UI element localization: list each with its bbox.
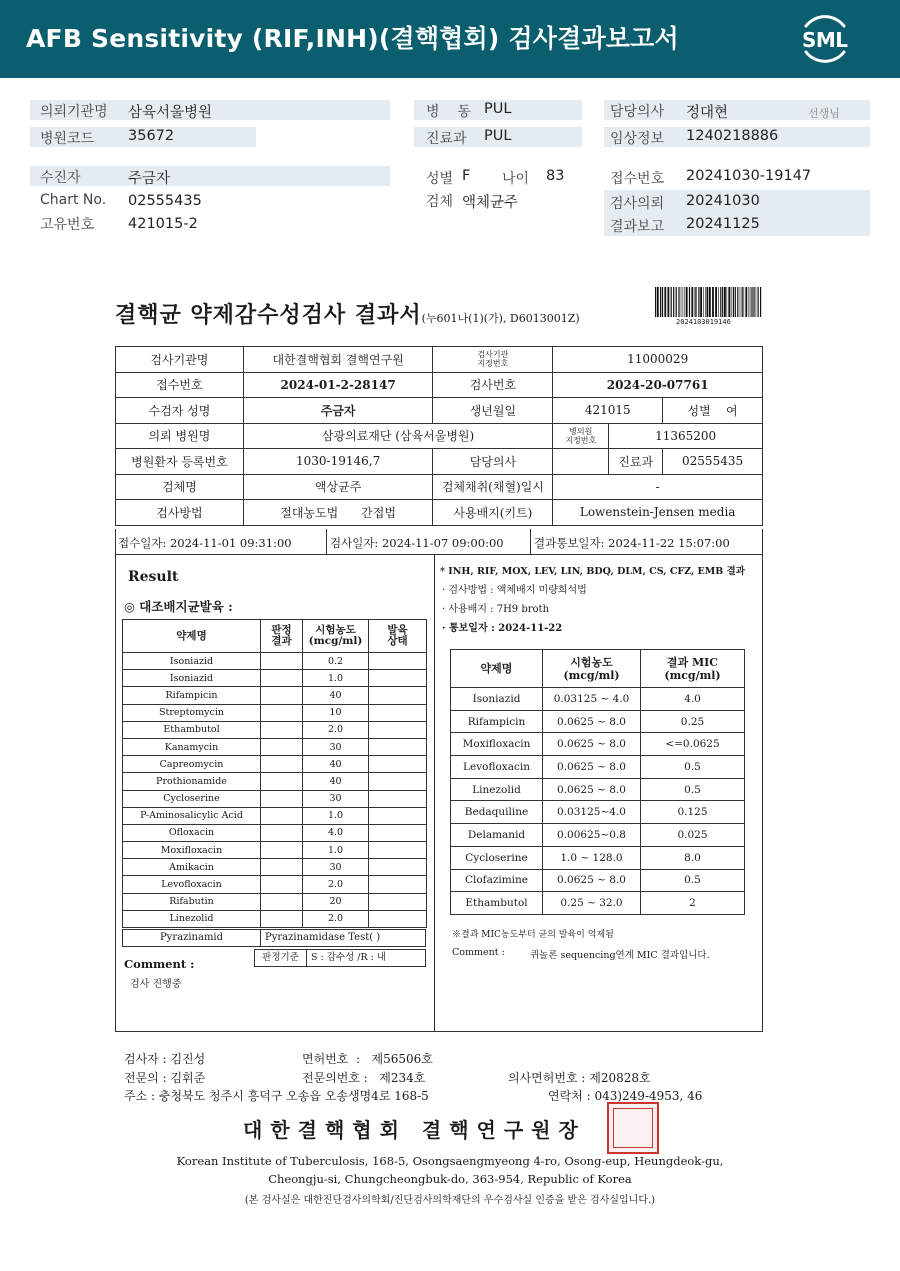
barcode-bar bbox=[655, 287, 656, 317]
mic-mic: <=0.0625 bbox=[641, 733, 745, 756]
mic-mic: 0.5 bbox=[641, 869, 745, 892]
drug-name: Levofloxacin bbox=[123, 876, 261, 893]
request-label: 검사의뢰 bbox=[610, 196, 665, 212]
specialist: 전문의 : 김휘준 bbox=[124, 1071, 206, 1085]
drug-conc: 30 bbox=[303, 859, 369, 876]
barcode-bar bbox=[758, 287, 759, 317]
barcode-bar bbox=[722, 287, 723, 317]
mic-range: 0.00625~0.8 bbox=[543, 824, 641, 847]
certification-note: (본 검사실은 대한진단검사의학회/진단검사의학재단의 우수검사실 인증을 받은 검사실입니다.) bbox=[244, 1195, 656, 1206]
drug-growth bbox=[369, 807, 427, 824]
age-value: 83 bbox=[546, 168, 565, 184]
barcode-bar bbox=[760, 287, 761, 317]
mic-col-header: 시험농도 (mcg/ml) bbox=[543, 650, 641, 688]
drug-row bbox=[123, 859, 427, 876]
barcode-bar bbox=[679, 287, 680, 317]
drug-row bbox=[123, 910, 427, 927]
drug-growth bbox=[369, 687, 427, 704]
mic-mic: 0.125 bbox=[641, 801, 745, 824]
meta-value bbox=[553, 449, 609, 475]
report-doc-title-text: 결핵균 약제감수성검사 결과서 bbox=[115, 302, 422, 328]
mic-name: Clofazimine bbox=[451, 869, 543, 892]
meta-value: - bbox=[553, 474, 763, 500]
drug-result bbox=[261, 653, 303, 670]
mic-range: 0.03125 ~ 4.0 bbox=[543, 688, 641, 711]
meta-label: 사용배지(키트) bbox=[433, 500, 553, 526]
notified-date: 결과통보일자: 2024-11-22 15:07:00 bbox=[534, 536, 730, 550]
drug-result bbox=[261, 876, 303, 893]
meta-table bbox=[115, 346, 763, 526]
barcode-bar bbox=[683, 287, 684, 317]
drug-name: Amikacin bbox=[123, 859, 261, 876]
drug-row bbox=[123, 824, 427, 841]
sml-logo bbox=[796, 12, 854, 66]
barcode-bar bbox=[737, 287, 738, 317]
meta-value: 액상균주 bbox=[243, 474, 433, 500]
mic-row bbox=[451, 778, 745, 801]
meta-value: 11365200 bbox=[609, 423, 763, 449]
mic-footnote: ※결과 MIC농도부터 균의 발육이 억제됨 bbox=[452, 930, 614, 940]
mic-range: 0.0625 ~ 8.0 bbox=[543, 710, 641, 733]
pyrazinamid-label: Pyrazinamid bbox=[123, 930, 261, 946]
drug-row bbox=[123, 670, 427, 687]
comment-label: Comment : bbox=[124, 957, 195, 971]
meta-label: 검체채취(채혈)일시 bbox=[433, 474, 553, 500]
drug-result bbox=[261, 859, 303, 876]
mic-medium: · 사용배지 : 7H9 broth bbox=[442, 604, 550, 615]
barcode-bar bbox=[705, 287, 706, 317]
barcode-bar bbox=[695, 287, 696, 317]
drug-row bbox=[123, 653, 427, 670]
mic-title: * INH, RIF, MOX, LEV, LIN, BDQ, DLM, CS, CFZ, EMB 결과 bbox=[440, 566, 745, 577]
barcode-bar bbox=[752, 287, 753, 317]
meta-label: 검사번호 bbox=[433, 372, 553, 398]
mic-range: 0.0625 ~ 8.0 bbox=[543, 869, 641, 892]
mic-name: Isoniazid bbox=[451, 688, 543, 711]
drug-conc: 30 bbox=[303, 790, 369, 807]
mic-row bbox=[451, 756, 745, 779]
drug-conc: 40 bbox=[303, 687, 369, 704]
barcode-bar bbox=[724, 287, 726, 317]
barcode-bar bbox=[756, 287, 757, 317]
barcode-bar bbox=[662, 287, 663, 317]
barcode-bar bbox=[664, 287, 666, 317]
drug-result bbox=[261, 704, 303, 721]
drug-conc: 0.2 bbox=[303, 653, 369, 670]
hospital-value: 삼육서울병원 bbox=[128, 105, 213, 121]
mic-table bbox=[450, 649, 745, 915]
barcode-bar bbox=[660, 287, 661, 317]
mic-row bbox=[451, 733, 745, 756]
barcode-bar bbox=[740, 287, 741, 317]
drug-conc: 40 bbox=[303, 756, 369, 773]
barcode-bar bbox=[691, 287, 693, 317]
sex-label: 성별 bbox=[426, 171, 454, 187]
mic-row bbox=[451, 846, 745, 869]
mic-comment: 퀴놀론 sequencing연계 MIC 결과입니다. bbox=[530, 950, 710, 961]
criteria-label: 판정기준 bbox=[255, 950, 307, 966]
barcode-bar bbox=[657, 287, 659, 317]
barcode-bar bbox=[686, 287, 688, 317]
meta-value: 02555435 bbox=[663, 449, 763, 475]
drug-growth bbox=[369, 756, 427, 773]
code-value: 35672 bbox=[128, 128, 175, 144]
mic-name: Rifampicin bbox=[451, 710, 543, 733]
sex-value: F bbox=[462, 168, 471, 184]
criteria-box bbox=[254, 949, 426, 967]
meta-value: 절대농도법 간접법 bbox=[243, 500, 433, 526]
report-date-value: 20241125 bbox=[686, 216, 760, 232]
drug-conc: 1.0 bbox=[303, 842, 369, 859]
drug-name: Ofloxacin bbox=[123, 824, 261, 841]
barcode-bar bbox=[744, 287, 745, 317]
drug-col-header: 시험농도 (mcg/ml) bbox=[303, 620, 369, 653]
meta-label: 검사기관명 bbox=[116, 347, 244, 373]
specialist-license: 전문의번호 : 제234호 bbox=[302, 1071, 426, 1085]
received-date: 접수일자: 2024-11-01 09:31:00 bbox=[118, 536, 292, 550]
meta-value: 성별 여 bbox=[663, 398, 763, 424]
logo-text: SML bbox=[802, 28, 848, 52]
mic-mic: 2 bbox=[641, 892, 745, 915]
barcode-bar bbox=[715, 287, 717, 317]
drug-col-header: 발육 상태 bbox=[369, 620, 427, 653]
request-value: 20241030 bbox=[686, 193, 760, 209]
barcode-icon bbox=[655, 287, 763, 317]
drug-growth bbox=[369, 824, 427, 841]
drug-growth bbox=[369, 721, 427, 738]
address: 주소 : 충청북도 청주시 흥덕구 오송읍 오송생명4로 168-5 bbox=[124, 1089, 429, 1103]
drug-name: Streptomycin bbox=[123, 704, 261, 721]
drug-result bbox=[261, 910, 303, 927]
drug-conc: 30 bbox=[303, 738, 369, 755]
barcode-bar bbox=[718, 287, 719, 317]
mic-date: · 통보일자 : 2024-11-22 bbox=[442, 623, 563, 634]
barcode-bar bbox=[754, 287, 755, 317]
drug-row bbox=[123, 773, 427, 790]
drug-result bbox=[261, 687, 303, 704]
mic-mic: 4.0 bbox=[641, 688, 745, 711]
report-date-label: 결과보고 bbox=[610, 219, 665, 235]
chart-label: Chart No. bbox=[40, 192, 107, 208]
hospital-label: 의뢰기관명 bbox=[40, 104, 108, 120]
drug-row bbox=[123, 687, 427, 704]
barcode-bar bbox=[727, 287, 728, 317]
meta-value: 421015 bbox=[553, 398, 663, 424]
dept-value: PUL bbox=[484, 128, 512, 144]
mic-row bbox=[451, 869, 745, 892]
eng-address-1: Korean Institute of Tuberculosis, 168-5, Osongsaengmyeong 4-ro, Osong-eup, Heungdeok-gu, bbox=[176, 1154, 724, 1168]
tested-date: 검사일자: 2024-11-07 09:00:00 bbox=[330, 536, 504, 550]
mic-name: Linezolid bbox=[451, 778, 543, 801]
meta-value: 11000029 bbox=[553, 347, 763, 373]
barcode-bar bbox=[668, 287, 670, 317]
barcode-bar bbox=[742, 287, 743, 317]
meta-value: 대한결핵협회 결핵연구원 bbox=[243, 347, 433, 373]
chart-value: 02555435 bbox=[128, 193, 202, 209]
barcode-bar bbox=[673, 287, 674, 317]
result-box bbox=[115, 554, 763, 1032]
clinical-value: 1240218886 bbox=[686, 128, 779, 144]
mic-range: 0.0625 ~ 8.0 bbox=[543, 756, 641, 779]
comment-value: 검사 진행중 bbox=[130, 979, 182, 990]
drug-conc: 1.0 bbox=[303, 670, 369, 687]
mic-mic: 0.025 bbox=[641, 824, 745, 847]
doctor-suffix: 선생님 bbox=[808, 107, 840, 120]
drug-growth bbox=[369, 738, 427, 755]
drug-name: Ethambutol bbox=[123, 721, 261, 738]
drug-row bbox=[123, 756, 427, 773]
specimen-value: 액체균주 bbox=[462, 195, 519, 211]
barcode-bar bbox=[712, 287, 714, 317]
mic-mic: 8.0 bbox=[641, 846, 745, 869]
pyrazinamid-row bbox=[122, 929, 426, 947]
drug-result bbox=[261, 670, 303, 687]
drug-result bbox=[261, 738, 303, 755]
clinical-label: 임상정보 bbox=[610, 131, 665, 147]
tester: 검사자 : 김진성 bbox=[124, 1052, 206, 1066]
patient-label: 수진자 bbox=[40, 170, 81, 186]
doctor-license: 의사면허번호 : 제20828호 bbox=[508, 1071, 651, 1085]
drug-conc: 2.0 bbox=[303, 876, 369, 893]
drug-growth bbox=[369, 670, 427, 687]
drug-growth bbox=[369, 653, 427, 670]
barcode-bar bbox=[745, 287, 747, 317]
drug-name: Rifampicin bbox=[123, 687, 261, 704]
mic-range: 0.03125~4.0 bbox=[543, 801, 641, 824]
barcode-bar bbox=[678, 287, 679, 317]
drug-conc: 10 bbox=[303, 704, 369, 721]
drug-row bbox=[123, 893, 427, 910]
scanned-report bbox=[0, 280, 900, 1271]
meta-value: Lowenstein-Jensen media bbox=[553, 500, 763, 526]
drug-row bbox=[123, 790, 427, 807]
license: 면허번호 : 제56506호 bbox=[302, 1052, 433, 1066]
meta-value: 삼광의료재단 (삼육서울병원) bbox=[243, 423, 553, 449]
drug-growth bbox=[369, 790, 427, 807]
meta-label: 담당의사 bbox=[433, 449, 553, 475]
drug-growth bbox=[369, 893, 427, 910]
drug-name: Kanamycin bbox=[123, 738, 261, 755]
barcode-bar bbox=[728, 287, 730, 317]
barcode-bar bbox=[735, 287, 736, 317]
doctor-label: 담당의사 bbox=[610, 104, 665, 120]
meta-label: 생년월일 bbox=[433, 398, 553, 424]
ward-label: 병 동 bbox=[426, 104, 471, 120]
drug-row bbox=[123, 842, 427, 859]
drug-result bbox=[261, 773, 303, 790]
report-header bbox=[0, 0, 900, 78]
drug-result bbox=[261, 790, 303, 807]
drug-name: Isoniazid bbox=[123, 670, 261, 687]
mic-row bbox=[451, 801, 745, 824]
barcode-bar bbox=[676, 287, 677, 317]
drug-name: Moxifloxacin bbox=[123, 842, 261, 859]
drug-growth bbox=[369, 910, 427, 927]
barcode-bar bbox=[750, 287, 751, 317]
info-band bbox=[30, 166, 390, 186]
ward-value: PUL bbox=[484, 101, 512, 117]
mic-range: 1.0 ~ 128.0 bbox=[543, 846, 641, 869]
meta-label: 검사기관 지정번호 bbox=[433, 347, 553, 373]
mic-range: 0.0625 ~ 8.0 bbox=[543, 778, 641, 801]
eng-address-2: Cheongju-si, Chungcheongbuk-do, 363-954, Republic of Korea bbox=[268, 1172, 632, 1186]
mic-range: 0.25 ~ 32.0 bbox=[543, 892, 641, 915]
drug-row bbox=[123, 738, 427, 755]
mic-mic: 0.25 bbox=[641, 710, 745, 733]
meta-value: 2024-01-2-28147 bbox=[243, 372, 433, 398]
official-seal bbox=[607, 1102, 659, 1154]
unique-label: 고유번호 bbox=[40, 217, 95, 233]
meta-value: 1030-19146,7 bbox=[243, 449, 433, 475]
meta-label: 의뢰 병원명 bbox=[116, 423, 244, 449]
drug-result bbox=[261, 807, 303, 824]
drug-table bbox=[122, 619, 427, 928]
drug-col-header: 약제명 bbox=[123, 620, 261, 653]
report-doc-code: (누601나(1)(가), D6013001Z) bbox=[421, 312, 580, 325]
drug-growth bbox=[369, 773, 427, 790]
drug-conc: 1.0 bbox=[303, 807, 369, 824]
patient-value: 주금자 bbox=[128, 171, 171, 187]
meta-label: 수검자 성명 bbox=[116, 398, 244, 424]
pyrazinamidase-test: Pyrazinamidase Test( ) bbox=[265, 932, 381, 943]
barcode-bar bbox=[700, 287, 702, 317]
mic-name: Delamanid bbox=[451, 824, 543, 847]
mic-row bbox=[451, 710, 745, 733]
unique-value: 421015-2 bbox=[128, 216, 198, 232]
drug-conc: 4.0 bbox=[303, 824, 369, 841]
meta-label: 검사방법 bbox=[116, 500, 244, 526]
drug-name: Isoniazid bbox=[123, 653, 261, 670]
age-label: 나이 bbox=[502, 171, 530, 187]
drug-col-header: 판정 결과 bbox=[261, 620, 303, 653]
code-label: 병원코드 bbox=[40, 131, 95, 147]
mic-col-header: 약제명 bbox=[451, 650, 543, 688]
mic-mic: 0.5 bbox=[641, 778, 745, 801]
meta-label: 병의원 지정번호 bbox=[553, 423, 609, 449]
meta-label: 접수번호 bbox=[116, 372, 244, 398]
mic-col-header: 결과 MIC (mcg/ml) bbox=[641, 650, 745, 688]
drug-growth bbox=[369, 876, 427, 893]
drug-name: Linezolid bbox=[123, 910, 261, 927]
meta-label: 검체명 bbox=[116, 474, 244, 500]
drug-result bbox=[261, 721, 303, 738]
drug-row bbox=[123, 721, 427, 738]
meta-value: 주금자 bbox=[243, 398, 433, 424]
meta-value: 2024-20-07761 bbox=[553, 372, 763, 398]
mic-range: 0.0625 ~ 8.0 bbox=[543, 733, 641, 756]
contact: 연락처 : 043)249-4953, 46 bbox=[548, 1089, 703, 1103]
control-growth-label: ◎ 대조배지균발육 : bbox=[124, 599, 233, 614]
drug-result bbox=[261, 842, 303, 859]
mic-row bbox=[451, 892, 745, 915]
barcode-bar bbox=[720, 287, 721, 317]
barcode-bar bbox=[731, 287, 732, 317]
drug-growth bbox=[369, 842, 427, 859]
receipt-value: 20241030-19147 bbox=[686, 168, 812, 184]
barcode-bar bbox=[751, 287, 752, 317]
drug-conc: 20 bbox=[303, 893, 369, 910]
institution-name: 대한결핵협회 결핵연구원장 bbox=[243, 1118, 586, 1142]
drug-result bbox=[261, 756, 303, 773]
mic-mic: 0.5 bbox=[641, 756, 745, 779]
drug-conc: 40 bbox=[303, 773, 369, 790]
drug-conc: 2.0 bbox=[303, 910, 369, 927]
drug-name: Cycloserine bbox=[123, 790, 261, 807]
dates-row bbox=[115, 529, 763, 555]
drug-conc: 2.0 bbox=[303, 721, 369, 738]
mic-name: Moxifloxacin bbox=[451, 733, 543, 756]
meta-label: 진료과 bbox=[609, 449, 663, 475]
drug-name: Capreomycin bbox=[123, 756, 261, 773]
meta-label: 병원환자 등록번호 bbox=[116, 449, 244, 475]
barcode-bar bbox=[689, 287, 690, 317]
drug-name: Rifabutin bbox=[123, 893, 261, 910]
doctor-value: 정대현 bbox=[686, 105, 729, 121]
drug-row bbox=[123, 876, 427, 893]
barcode-bar bbox=[685, 287, 686, 317]
barcode-bar bbox=[696, 287, 697, 317]
mic-name: Cycloserine bbox=[451, 846, 543, 869]
barcode-bar bbox=[703, 287, 704, 317]
drug-name: Prothionamide bbox=[123, 773, 261, 790]
mic-row bbox=[451, 824, 745, 847]
mic-name: Bedaquiline bbox=[451, 801, 543, 824]
result-heading: Result bbox=[128, 569, 179, 585]
criteria-value: S : 감수성 /R : 내 bbox=[311, 952, 387, 963]
drug-result bbox=[261, 824, 303, 841]
drug-row bbox=[123, 807, 427, 824]
mic-name: Ethambutol bbox=[451, 892, 543, 915]
specimen-label: 검체 bbox=[426, 194, 454, 210]
mic-row bbox=[451, 688, 745, 711]
dept-label: 진료과 bbox=[426, 131, 467, 147]
barcode-bar bbox=[749, 287, 750, 317]
report-title: AFB Sensitivity (RIF,INH)(결핵협회) 검사결과보고서 bbox=[26, 24, 679, 53]
barcode-number: 2024103019146 bbox=[676, 318, 731, 326]
drug-growth bbox=[369, 859, 427, 876]
drug-result bbox=[261, 893, 303, 910]
drug-row bbox=[123, 704, 427, 721]
mic-comment-label: Comment : bbox=[452, 947, 505, 958]
report-doc-title bbox=[115, 298, 580, 329]
barcode-bar bbox=[681, 287, 682, 317]
mic-name: Levofloxacin bbox=[451, 756, 543, 779]
barcode-bar bbox=[671, 287, 672, 317]
barcode-bar bbox=[707, 287, 709, 317]
barcode-bar bbox=[709, 287, 711, 317]
drug-name: P-Aminosalicylic Acid bbox=[123, 807, 261, 824]
drug-growth bbox=[369, 704, 427, 721]
receipt-label: 접수번호 bbox=[610, 171, 665, 187]
barcode-bar bbox=[698, 287, 699, 317]
mic-method: · 검사방법 : 액체배지 미량희석법 bbox=[442, 585, 587, 596]
barcode-bar bbox=[733, 287, 734, 317]
